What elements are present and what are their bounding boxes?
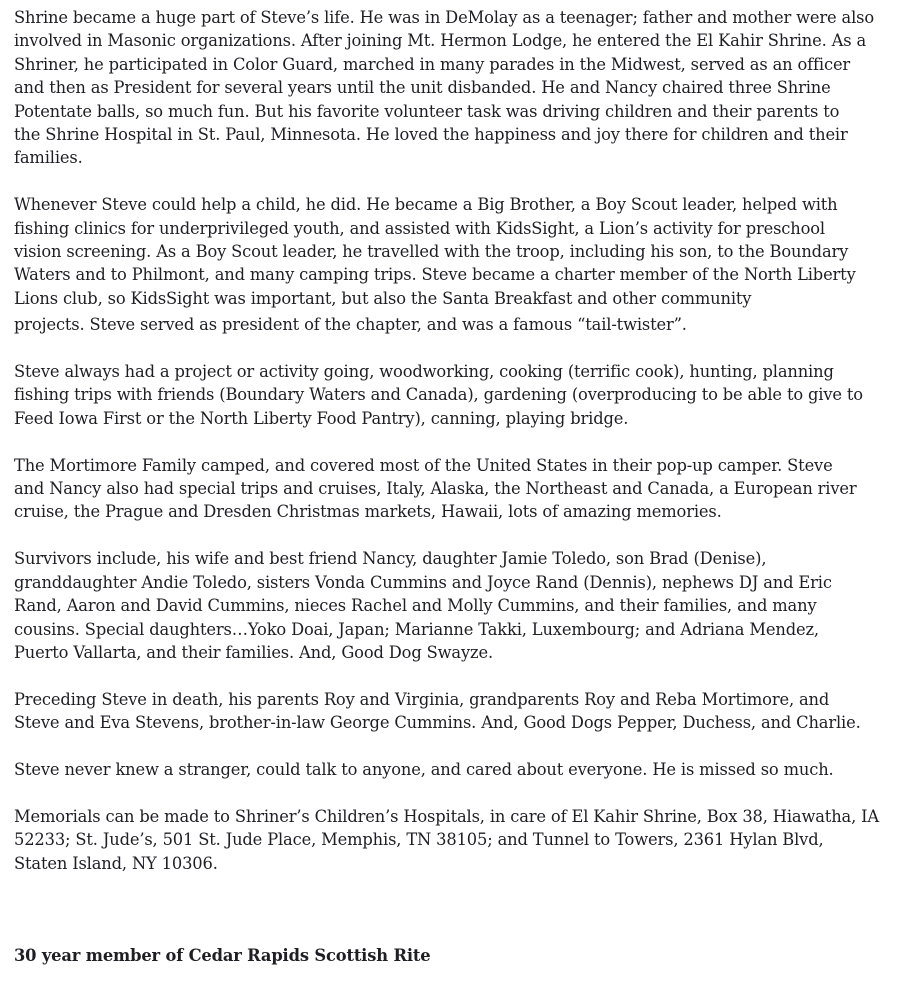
text-line: Lions club, so KidsSight was important, but also the Santa Breakfast and other community bbox=[14, 288, 752, 308]
text-line: and then as President for several years until the unit disbanded. He and Nancy chaired three Shrine bbox=[14, 78, 831, 98]
text-line: cruise, the Prague and Dresden Christmas markets, Hawaii, lots of amazing memories. bbox=[14, 502, 722, 522]
spacer bbox=[14, 898, 914, 944]
text-line: Puerto Vallarta, and their families. And, Good Dog Swayze. bbox=[14, 642, 493, 662]
text-line: Whenever Steve could help a child, he did. He became a Big Brother, a Boy Scout leader, helped with bbox=[14, 195, 838, 215]
text-line: Potentate balls, so much fun. But his favorite volunteer task was driving children and their parents to bbox=[14, 101, 840, 121]
text-line: fishing trips with friends (Boundary Waters and Canada), gardening (overproducing to be able to give to bbox=[14, 385, 863, 405]
text-line: 52233; St. Jude’s, 501 St. Jude Place, Memphis, TN 38105; and Tunnel to Towers, 2361 Hylan Blvd, bbox=[14, 830, 824, 850]
paragraph-shrine bbox=[14, 6, 914, 170]
text-line: involved in Masonic organizations. After joining Mt. Hermon Lodge, he entered the El Kahir Shrine. As a bbox=[14, 31, 867, 51]
text-line: Rand, Aaron and David Cummins, nieces Rachel and Molly Cummins, and their families, and many bbox=[14, 596, 817, 616]
obituary-document bbox=[14, 6, 914, 968]
text-line: Survivors include, his wife and best friend Nancy, daughter Jamie Toledo, son Brad (Denise), bbox=[14, 549, 767, 569]
text-line: The Mortimore Family camped, and covered most of the United States in their pop-up camper. Steve bbox=[14, 455, 833, 475]
text-line: Steve and Eva Stevens, brother-in-law George Cummins. And, Good Dogs Pepper, Duchess, and Charlie. bbox=[14, 713, 861, 733]
text-line: projects. Steve served as president of the chapter, and was a famous “tail-twister”. bbox=[14, 315, 687, 335]
text-line: families. bbox=[14, 148, 83, 168]
text-line: fishing clinics for underprivileged youth, and assisted with KidsSight, a Lion’s activity for preschool bbox=[14, 218, 825, 238]
text-line: Feed Iowa First or the North Liberty Food Pantry), canning, playing bridge. bbox=[14, 408, 629, 428]
paragraph-closing bbox=[14, 758, 914, 781]
paragraph-children bbox=[14, 193, 914, 336]
footer-note: 30 year member of Cedar Rapids Scottish Rite bbox=[14, 946, 431, 966]
paragraph-projects bbox=[14, 360, 914, 430]
text-line: the Shrine Hospital in St. Paul, Minnesota. He loved the happiness and joy there for children and their bbox=[14, 125, 848, 145]
paragraph-memorials bbox=[14, 805, 914, 875]
text-line: Preceding Steve in death, his parents Roy and Virginia, grandparents Roy and Reba Mortimore, and bbox=[14, 689, 830, 709]
text-line: Shriner, he participated in Color Guard, marched in many parades in the Midwest, served as an officer bbox=[14, 54, 851, 74]
text-line: Shrine became a huge part of Steve’s life. He was in DeMolay as a teenager; father and mother were also bbox=[14, 8, 874, 27]
paragraph-travel bbox=[14, 454, 914, 524]
text-line: granddaughter Andie Toledo, sisters Vonda Cummins and Joyce Rand (Dennis), nephews DJ and Eric bbox=[14, 572, 832, 592]
paragraph-survivors bbox=[14, 547, 914, 664]
text-line: cousins. Special daughters…Yoko Doai, Japan; Marianne Takki, Luxembourg; and Adriana Mendez, bbox=[14, 619, 819, 639]
text-line: Steve never knew a stranger, could talk to anyone, and cared about everyone. He is missed so much. bbox=[14, 759, 834, 779]
text-line: Staten Island, NY 10306. bbox=[14, 853, 218, 873]
text-line: vision screening. As a Boy Scout leader, he travelled with the troop, including his son, to the Boundary bbox=[14, 242, 849, 262]
text-line: and Nancy also had special trips and cruises, Italy, Alaska, the Northeast and Canada, a European river bbox=[14, 479, 857, 499]
text-line: Waters and to Philmont, and many camping trips. Steve became a charter member of the North Liberty bbox=[14, 265, 856, 285]
text-line: Memorials can be made to Shriner’s Children’s Hospitals, in care of El Kahir Shrine, Box 38, Hiawatha, IA bbox=[14, 806, 880, 826]
paragraph-preceded bbox=[14, 688, 914, 735]
text-line: Steve always had a project or activity going, woodworking, cooking (terrific cook), hunting, planning bbox=[14, 362, 834, 382]
